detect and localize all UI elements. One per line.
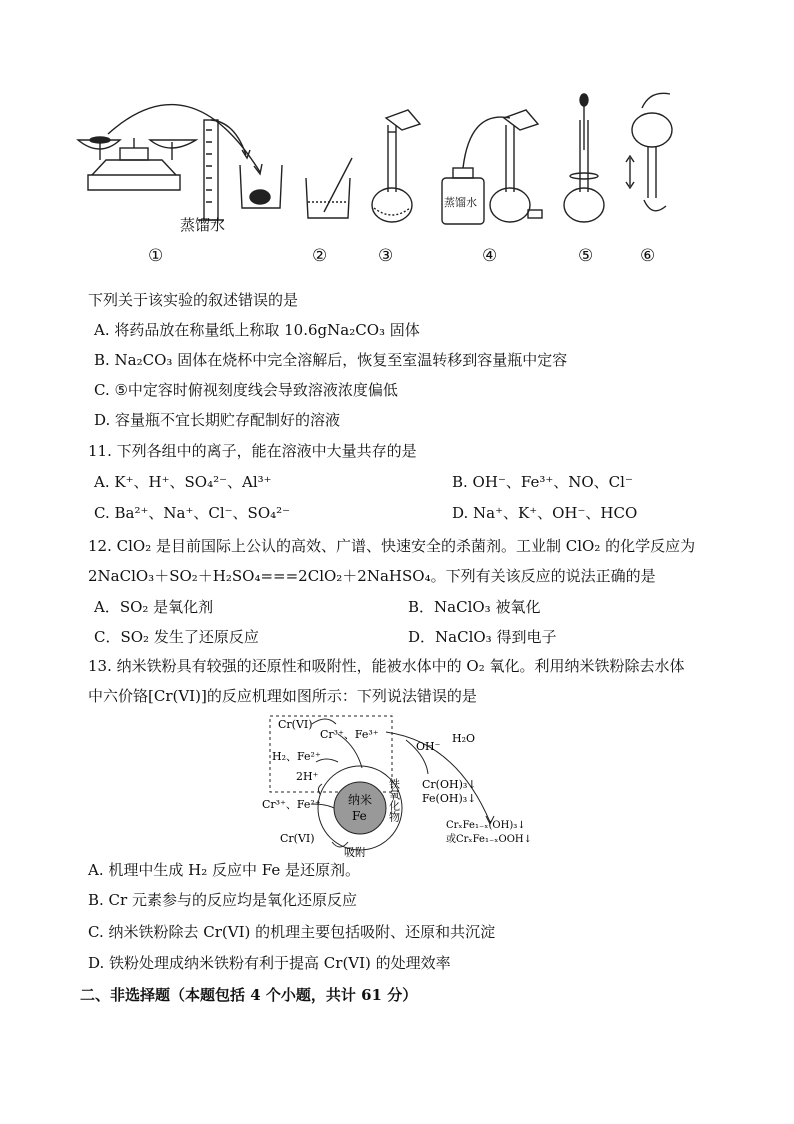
label-cr6-top: Cr(VI) <box>278 718 313 731</box>
section-2-heading: 二、非选择题（本题包括 4 个小题，共计 61 分） <box>80 986 418 1004</box>
label-product-2: 或CrₓFe₁₋ₓOOH↓ <box>446 834 533 845</box>
balance-base <box>88 175 180 190</box>
label-feoh: Fe(OH)₃↓ <box>422 792 477 805</box>
apparatus-figure <box>70 80 710 270</box>
inverted-flask-6 <box>626 93 672 211</box>
step-4: ④ <box>482 246 498 266</box>
label-cr3-fe2-left: Cr³⁺、Fe²⁺ <box>262 798 321 811</box>
step-5: ⑤ <box>578 246 594 266</box>
mechanism-diagram <box>256 712 556 862</box>
step-1: ① <box>148 246 164 266</box>
q11-option-d: D. Na⁺、K⁺、OH⁻、HCO <box>452 504 638 522</box>
q12-option-d: D．NaClO₃ 得到电子 <box>408 628 557 646</box>
label-croh: Cr(OH)₃↓ <box>422 778 477 791</box>
step-2: ② <box>312 246 328 266</box>
q12-stem-2: 2NaClO₃＋SO₂＋H₂SO₄===2ClO₂＋2NaHSO₄。下列有关该反应的说法正确的是 <box>88 567 656 585</box>
q12-stem-1: 12. ClO₂ 是目前国际上公认的高效、广谱、快速安全的杀菌剂。工业制 ClO₂ 的化学反应为 <box>88 537 696 555</box>
volumetric-flask-5 <box>564 94 604 222</box>
step-3: ③ <box>378 246 394 266</box>
balance-pan-right <box>150 140 196 148</box>
volumetric-flask-3 <box>372 110 420 222</box>
q10-option-b: B. Na₂CO₃ 固体在烧杯中完全溶解后，恢复至室温转移到容量瓶中定容 <box>94 351 568 369</box>
label-h2-fe2: H₂、Fe²⁺ <box>272 750 321 763</box>
step-6: ⑥ <box>640 246 656 266</box>
q11-stem: 11. 下列各组中的离子，能在溶液中大量共存的是 <box>88 442 417 460</box>
label-cr6-bottom: Cr(VI) <box>280 832 315 845</box>
label-oh: OH⁻ <box>416 740 441 753</box>
q12-option-b: B．NaClO₃ 被氧化 <box>408 598 541 616</box>
q13-option-a: A. 机理中生成 H₂ 反应中 Fe 是还原剂。 <box>88 861 361 879</box>
graduated-cylinder <box>204 120 218 220</box>
q13-option-b: B. Cr 元素参与的反应均是氧化还原反应 <box>88 891 357 909</box>
label-product-1: CrₓFe₁₋ₓ(OH)₃↓ <box>446 820 526 831</box>
q10-stem: 下列关于该实验的叙述错误的是 <box>88 291 299 309</box>
q11-option-c: C. Ba²⁺、Na⁺、Cl⁻、SO₄²⁻ <box>94 504 291 522</box>
beaker-2 <box>306 178 350 218</box>
q10-option-a: A. 将药品放在称量纸上称取 10.6gNa₂CO₃ 固体 <box>94 321 420 339</box>
label-core-1: 纳米 <box>348 793 373 807</box>
q13-option-c: C. 纳米铁粉除去 Cr(VI) 的机理主要包括吸附、还原和共沉淀 <box>88 923 496 941</box>
nano-fe-core <box>334 782 386 834</box>
label-adsorb: 吸附 <box>344 846 366 859</box>
q11-option-b: B. OH⁻、Fe³⁺、NO、Cl⁻ <box>452 473 633 491</box>
q10-option-c: C. ⑤中定容时俯视刻度线会导致溶液浓度偏低 <box>94 381 398 399</box>
label-h2o: H₂O <box>452 732 476 745</box>
q12-option-c: C．SO₂ 发生了还原反应 <box>94 628 259 646</box>
apparatus-drawing <box>70 80 710 270</box>
q10-option-d: D. 容量瓶不宜长期贮存配制好的溶液 <box>94 411 341 429</box>
label-bottle: 蒸馏水 <box>444 196 477 209</box>
q13-stem-2: 中六价铬[Cr(VI)]的反应机理如图所示：下列说法错误的是 <box>88 687 477 705</box>
label-shell: 铁氧化物 <box>387 778 401 822</box>
q12-option-a: A．SO₂ 是氧化剂 <box>94 598 214 616</box>
q13-option-d: D. 铁粉处理成纳米铁粉有利于提高 Cr(VI) 的处理效率 <box>88 954 451 972</box>
label-distilled-water: 蒸馏水 <box>180 216 226 234</box>
label-2h: 2H⁺ <box>296 770 319 783</box>
q13-stem-1: 13. 纳米铁粉具有较强的还原性和吸附性，能被水体中的 O₂ 氧化。利用纳米铁粉除去水体 <box>88 657 685 675</box>
label-cr3-fe3: Cr³⁺、Fe³⁺ <box>320 728 379 741</box>
label-core-2: Fe <box>352 809 367 823</box>
q11-option-a: A. K⁺、H⁺、SO₄²⁻、Al³⁺ <box>94 473 272 491</box>
